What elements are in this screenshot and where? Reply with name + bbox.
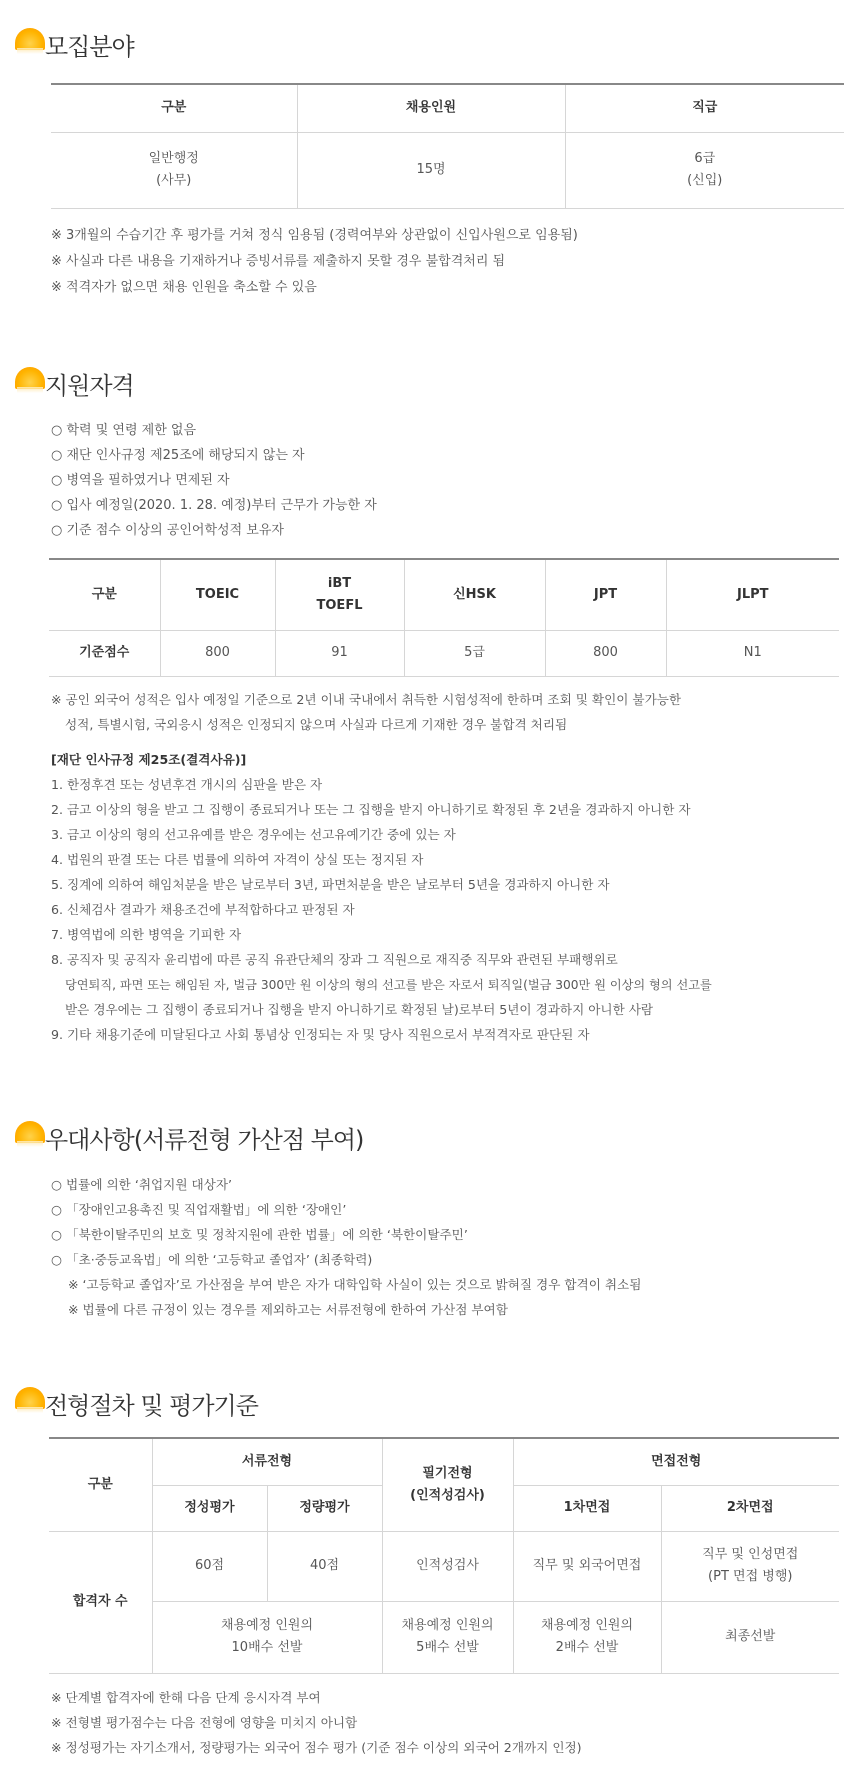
section-title-preference: 우대사항(서류전형 가산점 부여) (0, 1117, 859, 1153)
process-notes (51, 1687, 582, 1759)
rule-item-cont: 받은 경우에는 그 집행이 종료되거나 집행을 받지 아니하기로 확정된 날)로부터 5년이 경과하지 아니한 사람 (65, 1002, 654, 1017)
table-header: 정량평가 (267, 1485, 382, 1531)
rule-item: 8. 공직자 및 공직자 윤리법에 따른 공직 유관단체의 장과 그 직원으로 재직중 직무와 관련된 부패행위로 (51, 952, 618, 967)
section-title-process: 전형절차 및 평가기준 (0, 1383, 859, 1419)
section-process (0, 1383, 859, 1419)
sun-icon (15, 1119, 47, 1151)
list-item: ○ 「북한이탈주민의 보호 및 정착지원에 관한 법률」에 의한 ‘북한이탈주민’ (51, 1227, 468, 1242)
recruit-table (51, 83, 844, 209)
table-cell: 직무 및 외국어면접 (513, 1531, 661, 1601)
table-cell: 인적성검사 (382, 1531, 513, 1601)
list-item: ○ 재단 인사규정 제25조에 해당되지 않는 자 (51, 448, 305, 463)
table-header: 1차면접 (513, 1485, 661, 1531)
table-cell: 800 (545, 630, 666, 676)
table-header: 정성평가 (152, 1485, 267, 1531)
note-line: ※ 3개월의 수습기간 후 평가를 거쳐 정식 임용됨 (경력여부와 상관없이 신입사원으로 임용됨) (51, 228, 578, 243)
rule-title: [재단 인사규정 제25조(결격사유)] (51, 752, 247, 767)
table-cell: N1 (666, 630, 839, 676)
note-line: ※ 단계별 합격자에 한해 다음 단계 응시자격 부여 (51, 1690, 321, 1705)
section-recruit (0, 24, 859, 60)
rule-item-cont: 당연퇴직, 파면 또는 해임된 자, 벌금 300만 원 이상의 형의 선고를 받은 자로서 퇴직일(벌금 300만 원 이상의 형의 선고를 (65, 978, 712, 992)
list-item: ○ 학력 및 연령 제한 없음 (51, 423, 197, 438)
note-line: ※ 사실과 다른 내용을 기재하거나 증빙서류를 제출하지 못할 경우 불합격처리 됨 (51, 254, 506, 269)
table-header: 신HSK (404, 559, 545, 630)
table-cell: 직무 및 인성면접 (PT 면접 병행) (661, 1531, 839, 1601)
rule-item: 3. 금고 이상의 형의 선고유예를 받은 경우에는 선고유예기간 중에 있는 자 (51, 827, 456, 842)
table-header: 구분 (49, 1438, 152, 1531)
preference-list (51, 1174, 641, 1321)
table-cell: 5급 (404, 630, 545, 676)
note-line: ※ 정성평가는 자기소개서, 정량평가는 외국어 점수 평가 (기준 점수 이상의 외국어 2개까지 인정) (51, 1740, 582, 1755)
row-label: 기준점수 (49, 630, 160, 676)
list-item: ○ 「장애인고용촉진 및 직업재활법」에 의한 ‘장애인’ (51, 1202, 347, 1217)
table-cell: 채용예정 인원의 2배수 선발 (513, 1601, 661, 1673)
disqualification-rules (51, 749, 712, 1046)
table-header: TOEIC (160, 559, 275, 630)
qualification-list (51, 420, 377, 542)
list-item: ○ 병역을 필하였거나 면제된 자 (51, 473, 230, 488)
table-cell: 60점 (152, 1531, 267, 1601)
note-line: ※ 적격자가 없으면 채용 인원을 축소할 수 있음 (51, 280, 317, 295)
language-note: ※ 공인 외국어 성적은 입사 예정일 기준으로 2년 이내 국내에서 취득한 시험성적에 한하며 조회 및 확인이 불가능한 성적, 특별시험, 국외응시 성적은 인정되지 않으며 사실과 다르게 기재한 경우 불합격 처리됨 (51, 692, 682, 732)
sun-icon (15, 1385, 47, 1417)
sub-note: ※ ‘고등학교 졸업자’로 가산점을 부여 받은 자가 대학입학 사실이 있는 것으로 밝혀질 경우 합격이 취소됨 (68, 1277, 642, 1292)
section-title-qualification: 지원자격 (0, 363, 859, 399)
row-label: 합격자 수 (49, 1531, 152, 1673)
rule-item: 1. 한정후견 또는 성년후견 개시의 심판을 받은 자 (51, 777, 323, 792)
list-item: ○ 법률에 의한 ‘취업지원 대상자’ (51, 1177, 232, 1192)
section-preference (0, 1117, 859, 1153)
table-header: iBT TOEFL (275, 559, 404, 630)
table-header: 구분 (49, 559, 160, 630)
section-qualification (0, 363, 859, 399)
table-header: 직급 (565, 84, 844, 132)
note-line: ※ 전형별 평가점수는 다음 전형에 영향을 미치지 아니함 (51, 1715, 358, 1730)
table-header: 면접전형 (513, 1438, 839, 1485)
rule-item: 7. 병역법에 의한 병역을 기피한 자 (51, 927, 242, 942)
list-item: ○ 기준 점수 이상의 공인어학성적 보유자 (51, 523, 284, 538)
section-title-recruit: 모집분야 (0, 24, 859, 60)
table-header: JPT (545, 559, 666, 630)
table-header: 채용인원 (297, 84, 565, 132)
table-cell: 91 (275, 630, 404, 676)
table-cell: 6급 (신입) (565, 132, 844, 208)
table-header: 2차면접 (661, 1485, 839, 1531)
table-cell: 40점 (267, 1531, 382, 1601)
table-header: JLPT (666, 559, 839, 630)
rule-item: 9. 기타 채용기준에 미달된다고 사회 통념상 인정되는 자 및 당사 직원으로서 부적격자로 판단된 자 (51, 1027, 590, 1042)
recruit-notes (51, 225, 578, 299)
table-cell: 최종선발 (661, 1601, 839, 1673)
list-item: ○ 「초·중등교육법」에 의한 ‘고등학교 졸업자’ (최종학력) (51, 1252, 373, 1267)
process-table (49, 1437, 839, 1674)
rule-item: 5. 징계에 의하여 해임처분을 받은 날로부터 3년, 파면처분을 받은 날로부터 5년을 경과하지 아니한 자 (51, 877, 610, 892)
rule-item: 6. 신체검사 결과가 채용조건에 부적합하다고 판정된 자 (51, 902, 355, 917)
table-cell: 채용예정 인원의 5배수 선발 (382, 1601, 513, 1673)
table-header: 필기전형 (인적성검사) (382, 1438, 513, 1531)
table-cell: 800 (160, 630, 275, 676)
list-item: ○ 입사 예정일(2020. 1. 28. 예정)부터 근무가 가능한 자 (51, 498, 377, 513)
rule-item: 2. 금고 이상의 형을 받고 그 집행이 종료되거나 또는 그 집행을 받지 아니하기로 확정된 후 2년을 경과하지 아니한 자 (51, 802, 691, 817)
sun-icon (15, 26, 47, 58)
table-cell: 채용예정 인원의 10배수 선발 (152, 1601, 382, 1673)
table-header: 서류전형 (152, 1438, 382, 1485)
table-cell: 일반행정 (사무) (51, 132, 297, 208)
sub-note: ※ 법률에 다른 규정이 있는 경우를 제외하고는 서류전형에 한하여 가산점 부여함 (68, 1302, 508, 1317)
sun-icon (15, 365, 47, 397)
table-header: 구분 (51, 84, 297, 132)
language-score-table (49, 558, 839, 677)
rule-item: 4. 법원의 판결 또는 다른 법률에 의하여 자격이 상실 또는 정지된 자 (51, 852, 424, 867)
table-cell: 15명 (297, 132, 565, 208)
